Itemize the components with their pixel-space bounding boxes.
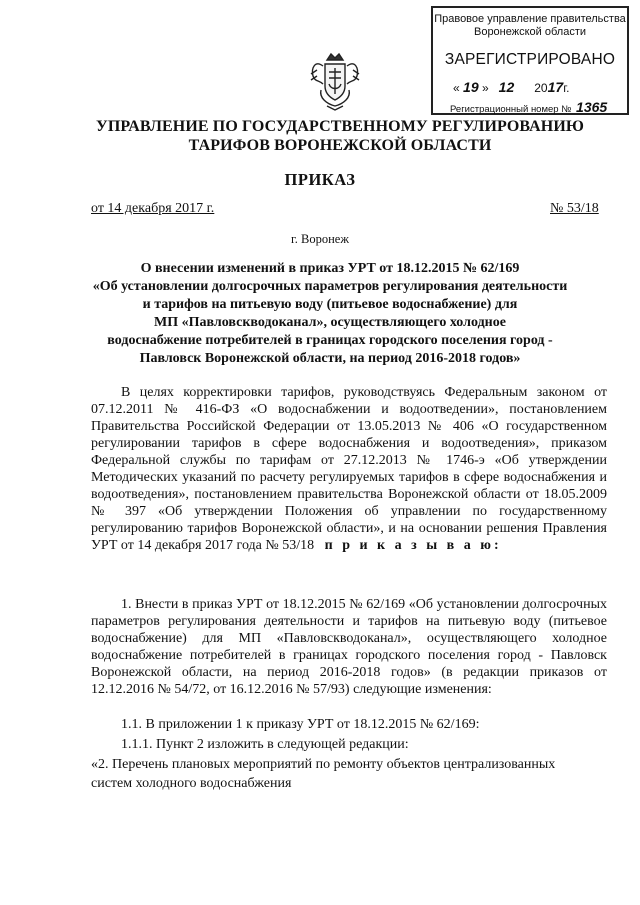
document-title: ПРИКАЗ [284,170,356,189]
order-word: п р и к а з ы в а ю: [324,538,502,553]
quote-line-1: «2. Перечень плановых мероприятий по ремонту объектов централизованных [91,757,556,772]
quote-line-2: систем холодного водоснабжения [91,776,292,791]
subject-line: МП «Павловскводоканал», осуществляющего холодное [154,315,506,330]
stamp-date-month: 12 [498,79,515,95]
coat-of-arms-icon [309,50,361,112]
item-1-text: 1. Внести в приказ УРТ от 18.12.2015 № 62/169 «Об установлении долгосрочных параметров регулирования деятельности и тарифов на питьевую воду (питьевое водоснабжение) для МП «Павловскводоканал», осуществляющего холодное водоснабжение потребителей в границах городского поселения город - Павловск Воронежской области, на период 2016-2018 годов» (в редакции приказов от 12.12.2016 № 54/72, от 16.12.2016 № 57/93) следующие изменения: [91,597,607,697]
agency-name-line1: УПРАВЛЕНИЕ ПО ГОСУДАРСТВЕННОМУ РЕГУЛИРОВАНИЮ [95,118,585,135]
agency-name-line2: ТАРИФОВ ВОРОНЕЖСКОЙ ОБЛАСТИ [188,137,492,154]
stamp-org-line1: Правовое управление правительства [434,13,626,25]
subject-line: О внесении изменений в приказ УРТ от 18.12.2015 № 62/169 [140,261,520,276]
stamp-org-line2: Воронежской области [473,26,586,38]
order-city: г. Воронеж [291,232,349,246]
stamp-reg-number [450,99,607,115]
stamp-date-close: » [481,81,489,95]
subject-line: водоснабжение потребителей в границах городского поселения город - [107,333,553,348]
stamp-reg-number-value: 1365 [576,99,608,115]
order-number: № 53/18 [550,201,599,216]
registration-stamp [431,6,629,115]
item-1-paragraph [91,596,607,698]
stamp-organization [433,13,627,39]
stamp-date-open: « [453,81,460,95]
stamp-date-year-suffix: г. [563,81,570,95]
subject-line: «Об установлении долгосрочных параметров регулирования деятельности [92,279,568,294]
preamble-paragraph [91,384,607,554]
stamp-registered-label: ЗАРЕГИСТРИРОВАНО [444,51,616,68]
stamp-reg-number-label: Регистрационный номер № [450,104,572,115]
order-date: от 14 декабря 2017 г. [91,201,215,216]
preamble-text: В целях корректировки тарифов, руководствуясь Федеральным законом от 07.12.2011 № 416-ФЗ «О водоснабжении и водоотведении», постановлением Правительства Российской Федерации от 13.05.2013 № 406 «О государственном регулировании тарифов в сфере водоснабжения и водоотведения», приказом Федеральной службы по тарифам от 27.12.2013 № 1746-э «Об утверждении Методических указаний по расчету регулируемых тарифов в сфере водоснабжения и водоотведения», постановлением правительства Воронежской области от 18.05.2009 № 397 «Об утверждении Положения об управлении по государственному регулированию тарифов Воронежской области», и на основании решения Правления УРТ от 14 декабря 2017 года № 53/18 [91,385,607,553]
order-subject [80,260,580,368]
subject-line: и тарифов на питьевую воду (питьевое водоснабжение) для [142,297,518,312]
item-1-1-1: 1.1.1. Пункт 2 изложить в следующей редакции: [121,737,409,752]
stamp-date-year-prefix: 20 [534,81,548,95]
stamp-date [453,79,569,95]
stamp-date-day: 19 [463,79,479,95]
item-1-1: 1.1. В приложении 1 к приказу УРТ от 18.12.2015 № 62/169: [121,717,480,732]
subject-line: Павловск Воронежской области, на период 2016-2018 годов» [139,351,521,366]
stamp-date-year: 17 [547,79,564,95]
